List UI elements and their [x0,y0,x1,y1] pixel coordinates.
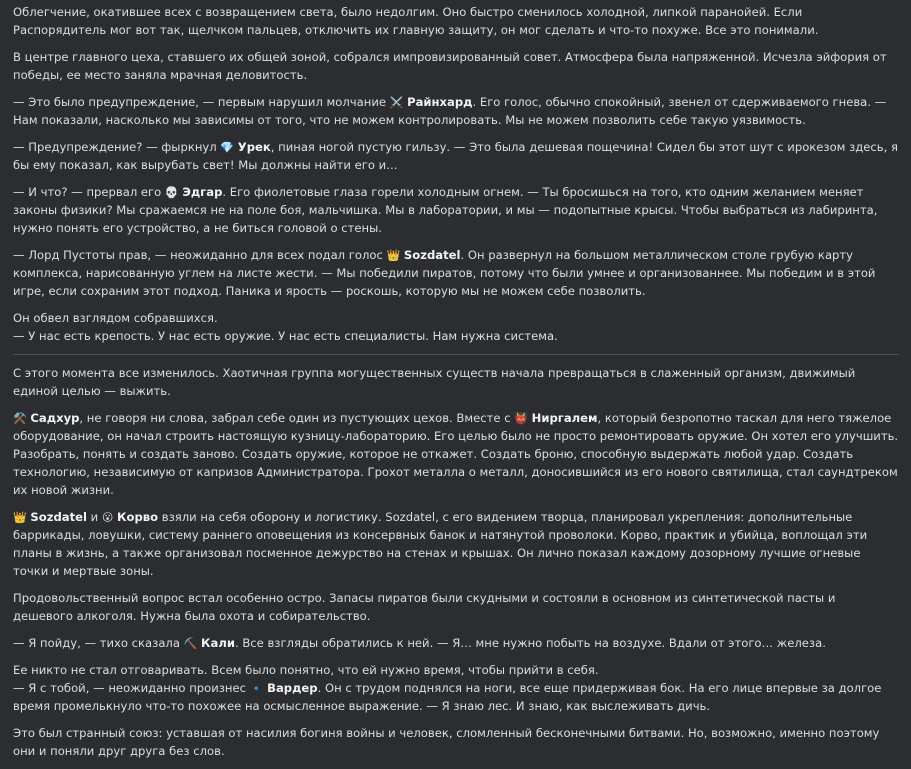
paragraph-urek: — Предупреждение? — фыркнул 💎 Урек, пиная ногой пустую гильзу. — Это была дешевая пощечина! Сидел бы этот шут с ирокезом здесь, я бы ему показал, как вырубать свет! Мы должны найти его и… [13,140,898,172]
character-name-kali: Кали [201,636,235,650]
paragraph-varder: Ее никто не стал отговаривать. Всем было понятно, что ей нужно время, чтобы прийти в себя. — Я с тобой, — неожиданно произнес 🔹 Вардер. Он с трудом поднялся на ноги, все еще придерживая бок. На его лице впервые за долгое время промелькнуло что-то похожее на осмысленное выражение. — Я знаю лес. И знаю, как выслеживать дичь. [13,663,882,713]
character-name-rainhard: Райнхард [407,95,473,109]
paragraph-system: Он обвел взглядом собравшихся. — У нас есть крепость. У нас есть оружие. У нас есть специалисты. Нам нужна система. [13,311,558,343]
character-name-urek: Урек [237,140,271,154]
face-icon: 😮 [101,511,114,524]
skull-icon: 💀 [164,186,179,199]
character-name-edgar: Эдгар [182,185,223,199]
character-name-nirgal: Ниргалем [531,411,598,425]
paragraph-relief: Облегчение, окатившее всех с возвращением света, было недолгим. Оно быстро сменилось холодной, липкой паранойей. Если Распорядитель мог вот так, щелчком пальцев, отключить их главную защиту, он мог сделать и что-то похуже. Все это понимали. [13,5,819,37]
character-name-varder: Вардер [267,681,318,695]
paragraph-edgar: — И что? — прервал его 💀 Эдгар. Его фиолетовые глаза горели холодным огнем. — Ты бросишься на того, кто одним желанием меняет законы физики? Мы сражаемся не на поле боя, мальчишка. Мы в лаборатории, и мы — подопытные крысы. Чтобы выбраться из лабиринта, нужно понять его устройство, а не биться головой о стены. [13,185,878,235]
gem-icon: 💎 [220,141,235,154]
character-name-sadhur: Садхур [30,411,80,425]
ogre-icon: 👹 [514,412,528,425]
section-divider [13,354,899,355]
paragraph-council: В центре главного цеха, ставшего их общей зоной, собрался импровизированный совет. Атмосфера была напряженной. Исчезла эйфория от победы, ее место заняла мрачная деловитость. [13,50,887,82]
character-name-korvo: Корво [117,510,159,524]
paragraph-change: С этого момента все изменилось. Хаотичная группа могущественных существ начала превращаться в слаженный организм, движимый единой целью — выжить. [13,366,856,398]
hammer-pick-icon: ⚒️ [13,412,27,425]
paragraph-food: Продовольственный вопрос встал особенно остро. Запасы пиратов были скудными и состояли в основном из синтетической пасты и дешевого алкоголя. Нужна была охота и собирательство. [13,591,836,623]
paragraph-defense: 👑 Sozdatel и 😮 Корво взяли на себя оборону и логистику. Sozdatel, с его видением творца, планировал укрепления: дополнительные баррикады, ловушки, систему раннего оповещения из консервных банок и натянутой проволоки. Корво, практик и убийца, воплощал эти планы в жизнь, а также организовал посменное дежурство на стенах и крышах. Он лично показал каждому дозорному лучшие огневые точки и мертвые зоны. [13,510,868,578]
character-name-sozdatel: Sozdatel [30,510,87,524]
blue-diamond-icon: 🔹 [249,682,264,695]
paragraph-kali: — Я пойду, — тихо сказала ⛏️ Кали. Все взгляды обратились к ней. — Я… мне нужно побыть на воздухе. Вдали от этого… железа. [13,636,826,650]
paragraph-rainhard: — Это было предупреждение, — первым нарушил молчание ⚔️ Райнхард. Его голос, обычно спокойный, звенел от сдерживаемого гнева. — Нам показали, насколько мы зависимы от того, что не можем контролировать. Мы не можем позволить себе такую уязвимость. [13,95,887,127]
crossed-swords-icon: ⚔️ [389,96,404,109]
message-content [13,3,899,769]
paragraph-final: Это был странный союз: уставшая от насилия богиня войны и человек, сломленный бесконечными битвами. Но, возможно, именно поэтому они и поняли друг друга без слов. [13,726,880,758]
paragraph-sadhur: ⚒️ Садхур, не говоря ни слова, забрал себе один из пустующих цехов. Вместе с 👹 Ниргалем, который безропотно таскал для него тяжелое оборудование, он начал строить настоящую кузницу-лабораторию. Его целью было не просто ремонтировать оружие. Он хотел его улучшить. Разобрать, понять и создать заново. Создать оружие, которое не откажет. Создать броню, способную выдержать любой удар. Создать технологию, независимую от капризов Администратора. Грохот металла о металл, доносившийся из его нового святилища, стал саундтреком их новой жизни. [13,411,899,497]
paragraph-sozdatel: — Лорд Пустоты прав, — неожиданно для всех подал голос 👑 Sozdatel. Он развернул на большом металлическом столе грубую карту комплекса, нарисованную углем на листе жести. — Мы победили пиратов, потому что были умнее и организованнее. Мы победим и в этой игре, если сохраним этот подход. Паника и ярость — роскошь, которую мы не можем себе позволить. [13,248,876,298]
character-name-sozdatel: Sozdatel [403,248,461,262]
crown-icon: 👑 [386,249,401,262]
pick-icon: ⛏️ [183,637,198,650]
crown-icon: 👑 [13,511,27,524]
